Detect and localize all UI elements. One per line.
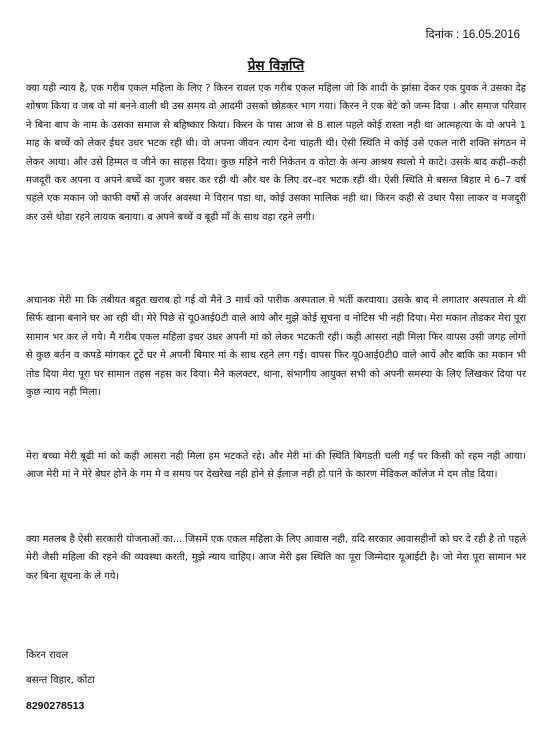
paragraph-3: मेरा बच्चा मेरी बूढी मां को कही आसरा नही मिला हम भटकते रहे। और मेरी मां की स्थिति बिगडती चली गई पर किसी को रहम नही आया। आज मेरी मां ने मेरे बेघर होने के गम मे व समय पर देखरेख नही होने से ईलाज नही हो पाने के कारण मेडिकल कॉलेज मे दम तोड दिया।	[26, 451, 526, 481]
paragraph-2: अचानक मेरी मा कि तबीयत बहुत खराब हो गई वो मैने 3 मार्च को पारीक अस्पताल मे भर्ती करवाया। उसके बाद मे लगातार अस्पताल मे थी सिर्फ खाना बनाने घर आ रही थी। मेरे पिछे से यू0आई0टी वाले आये और मुझे कोई सूचना व नोटिस भी नही दिया। मेरा मकान तोडकर मेरा पूरा सामान भर कर ले गये। मै गरीब एकल महिला इधर उधर अपनी मां को लेकर भटकती रही। कही आसरा नही मिला फिर वापस उसी जगह लोगो से कुछ बर्तन व कपडे मांगकर टूटें घर मे अपनी बिमार मां के साथ रहने लग गई। वापस फिर यू0आई0टी0 वाले आयें और बाकि का मकान भी तोड दिया मेरा पूरा घर सामान तहस नहस कर दिया। मैने कलक्टर, थाना, संभागीय आयुक्त सभी को अपनी समस्या के लिए लिखकर दिया पर कुछ न्याय नही मिला।	[26, 295, 526, 399]
paragraph-4: क्या मतलब है ऐसी सरकारी योजनाओं का... जिसमें एक एकल महिला के लिए आवास नही, यदि सरकार आवासहीनों को घर दे रही है तो पहले मेरी जैसी महिला की रहने की व्यवस्था करती, मुझे न्याय चाहिए। आज मेरी इस स्थिति का पूरा जिम्मेदार यूआईटी है। जो मेरा पूरा सामान भर कर बिना सूचना के ले गये।	[26, 534, 526, 582]
signature-name: किरन रावल	[26, 650, 69, 661]
release-date: दिनांक : 16.05.2016	[425, 29, 520, 41]
page-title: प्रेस विज्ञप्ति	[247, 58, 305, 74]
paragraph-1: क्या यही न्याय है, एक गरीब एकल महिला के लिए ? किरन रावल एक गरीब एकल महिला जो कि शादी के झांसा देकर एक युवक ने उसका देह शोषण किया व जब वो मां बनने वाली थी उस समय वो आदमी उसको छोडकर भाग गया। किरन ने एक बेटे को जन्म दिया । और समाज परिवार ने बिना बाप के नाम के उसका समाज से बहिष्कार किया। किरन के पास आज से 8 साल पहले कोई रास्ता नही था आत्महत्या के वो अपने 1 माह के बच्चें को लेकर ईधर उधर भटक रही थी। वो अपना जीवन त्याग देना चाहती थी। ऐसी स्थिति मे कोई उसे एकल नारी शक्ति संगठन मे लेकर आया। और उसे हिम्मत व जीने का साहस दिया। कुछ महिने नारी निकेतन व कोटा के अन्य आश्रय स्थलो मे काटे। उसके बाद कही–कही मजदूरी कर अपना व अपने बच्चें का गुजर बसर कर रही थी और घर के लिए दर–दर भटक रही थी। ऐसी स्थिति मे बसन्त बिहार मे 6–7 वर्ष पहले एक मकान जो काफी वर्षो से जर्जर अवस्था मे विरान पडा था, कोई उसका मालिक नही था। किरन कही से उधार पैसा लाकर व मजदूरी कर उसे थोडा रहने लायक बनाया। व अपने बच्चें व बूढी माँ के साथ वहा रहने लगी।	[26, 83, 526, 223]
signature-phone: 8290278513	[26, 700, 85, 712]
signature-address: बसन्त विहार, कोटा	[26, 675, 95, 686]
